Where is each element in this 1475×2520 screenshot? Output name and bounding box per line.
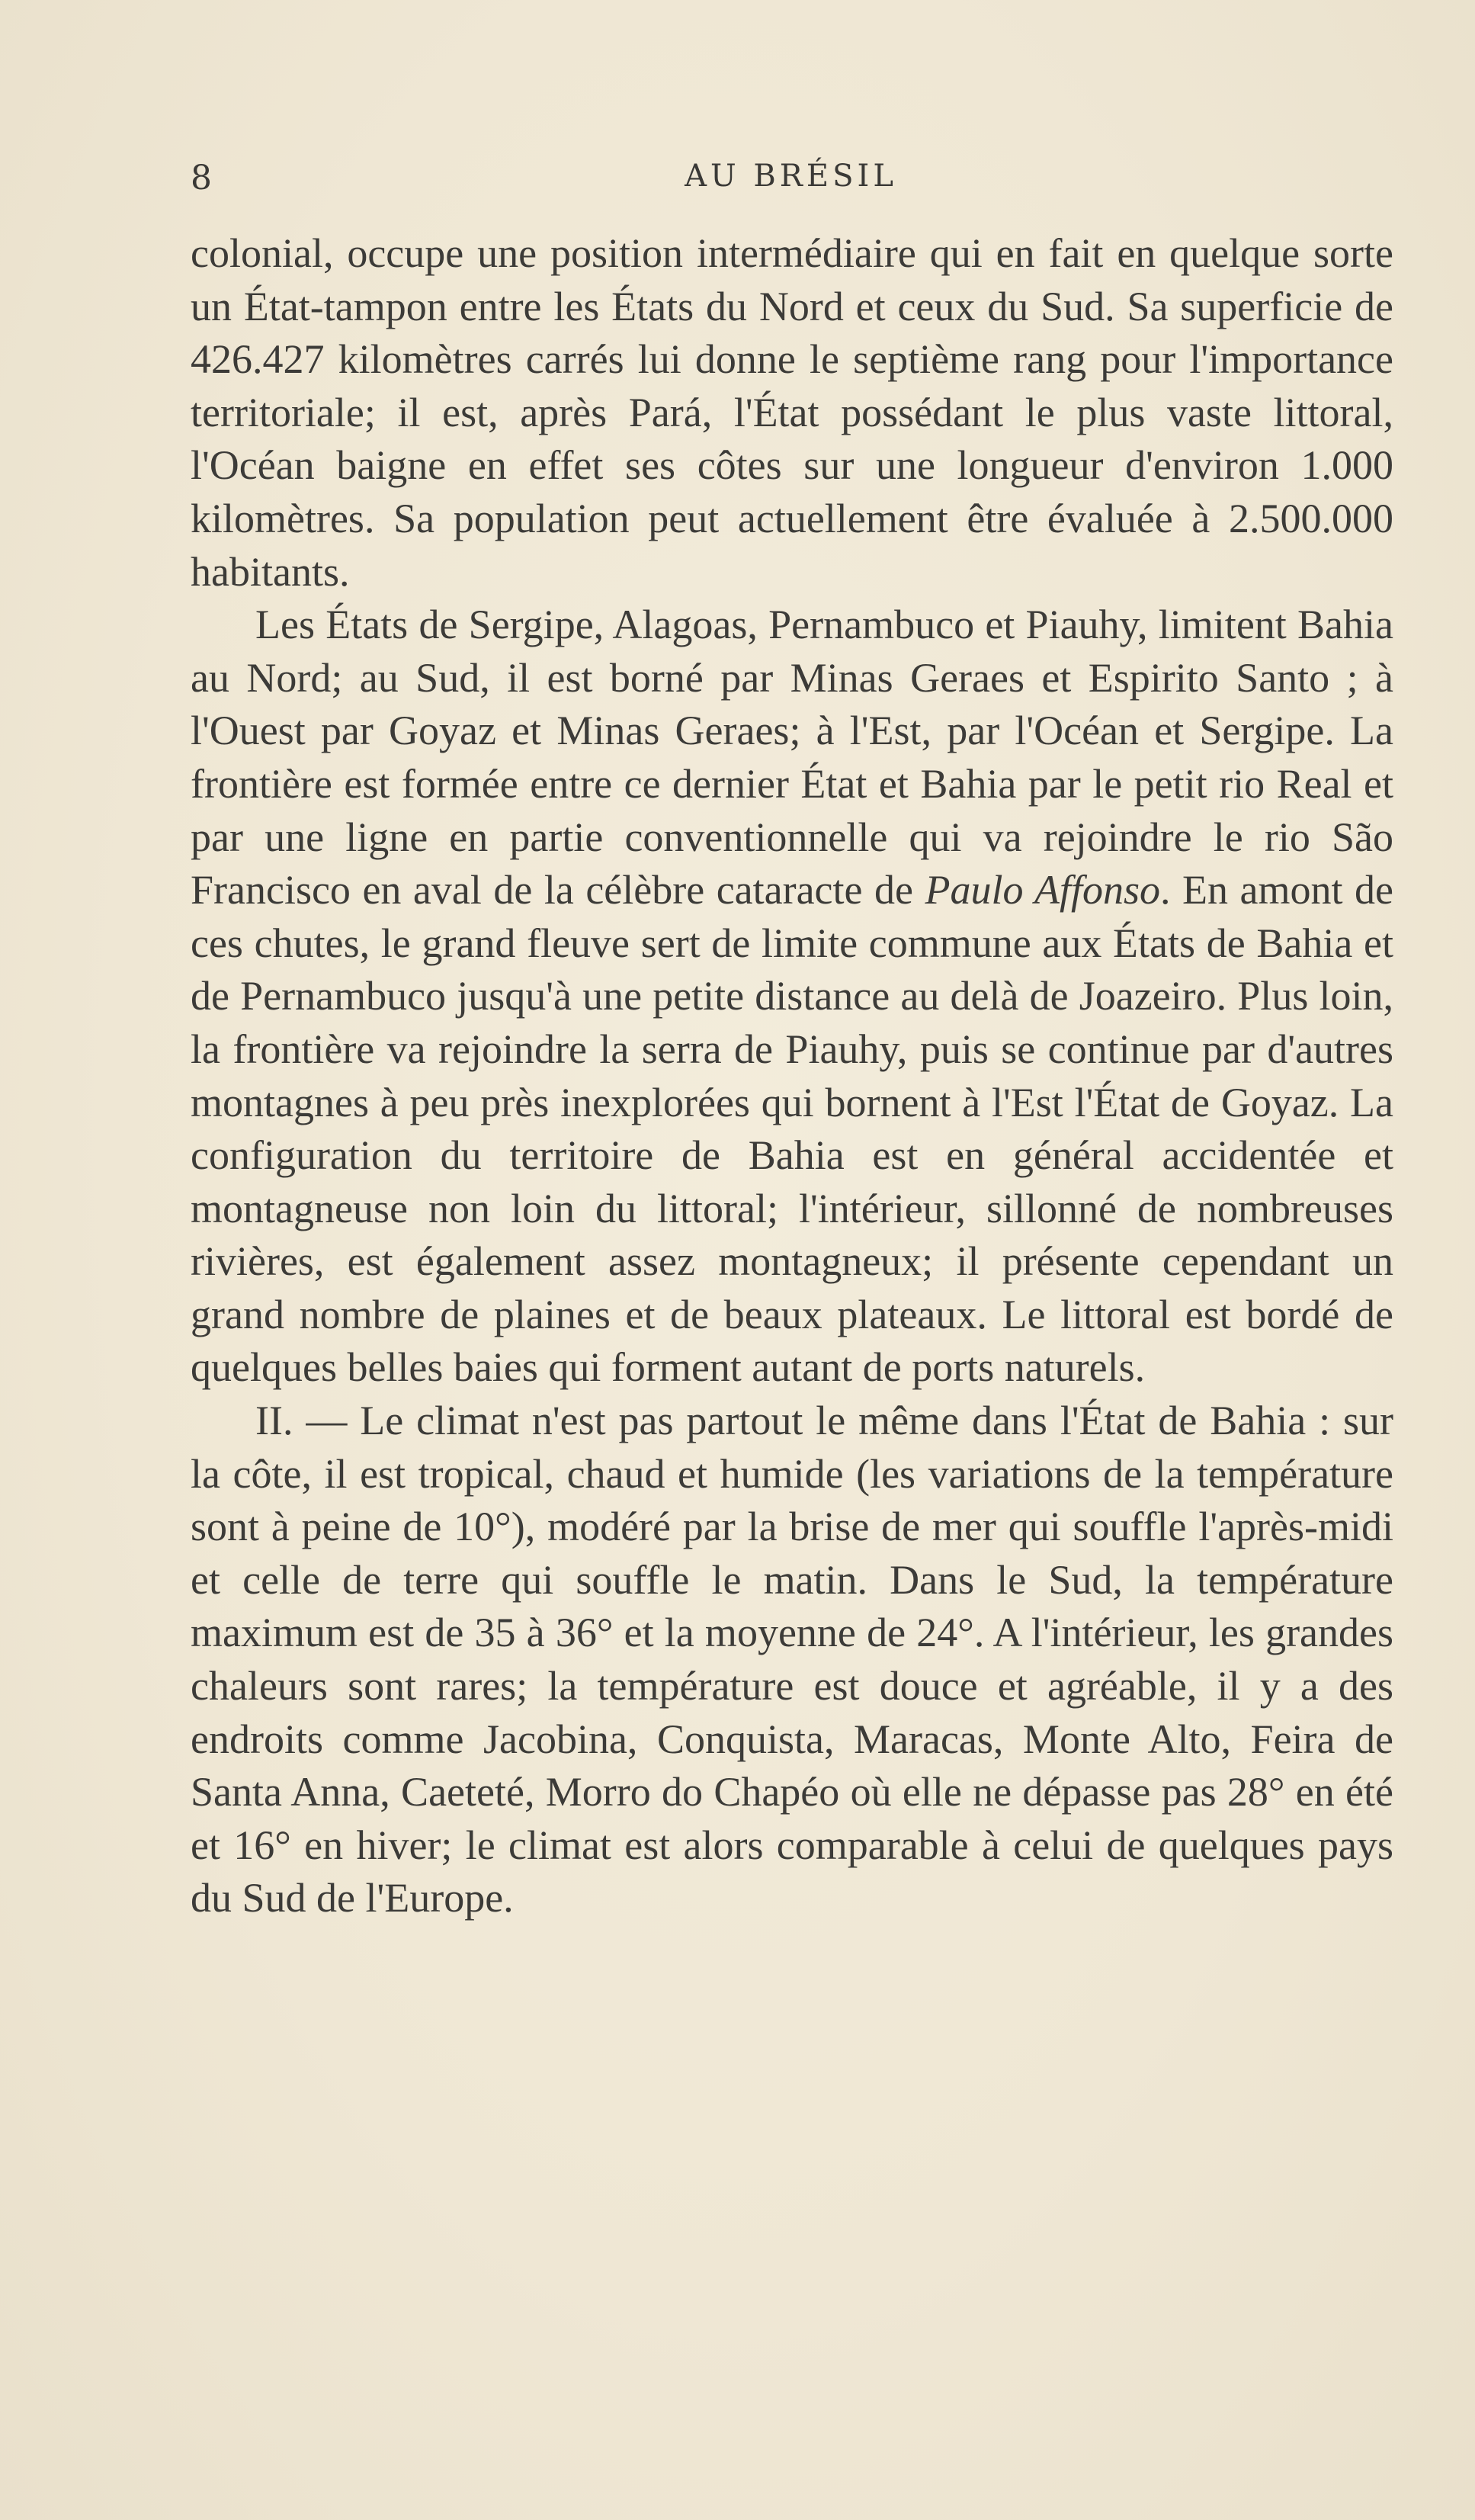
paragraph-text: Les États de Sergipe, Alagoas, Pernambuco et Piauhy, limitent Bahia au Nord; au Sud, il est borné par Minas Geraes et Espirito Santo ; à l'Ouest par Goyaz et Minas Geraes; à l'Est, par l'Océan et Sergipe. La frontière est formée entre ce dernier État et Bahia par le petit rio Real et par une ligne en partie conventionnelle qui va rejoindre le rio São Francisco en aval de la célèbre cataracte de (191, 602, 1393, 913)
running-title: AU BRÉSIL (685, 159, 897, 194)
paragraph-continued (191, 227, 1393, 599)
page-header (191, 159, 1391, 204)
paragraph-text: colonial, occupe une position intermédiaire qui en fait en quelque sorte un État-tampon entre les États du Nord et ceux du Sud. Sa superficie de 426.427 kilomètres carrés lui donne le septième rang pour l'importance territoriale; il est, après Pará, l'État possédant le plus vaste littoral, l'Océan baigne en effet ses côtes sur une longueur d'environ 1.000 kilomètres. Sa population peut actuellement être évaluée à 2.500.000 habitants. (191, 230, 1393, 595)
italic-place-name: Paulo Affonso (925, 867, 1161, 913)
page-number: 8 (191, 159, 212, 197)
paragraph-text: . En amont de ces chutes, le grand fleuve sert de limite commune aux États de Bahia et de Pernambuco jusqu'à une petite distance au delà de Joazeiro. Plus loin, la frontière va rejoindre la serra de Piauhy, puis se continue par d'autres montagnes à peu près inexplorées qui bornent à l'Est l'État de Goyaz. La configuration du territoire de Bahia est en général accidentée et montagneuse non loin du littoral; l'intérieur, sillonné de nombreuses rivières, est également assez montagneux; il présente cependant un grand nombre de plaines et de beaux plateaux. Le littoral est bordé de quelques belles baies qui forment autant de ports naturels. (191, 867, 1393, 1391)
paragraph-climate (191, 1395, 1393, 1925)
page-body (191, 227, 1393, 1925)
paragraph-text: II. — Le climat n'est pas partout le même dans l'État de Bahia : sur la côte, il est tropical, chaud et humide (les variations de la température sont à peine de 10°), modéré par la brise de mer qui souffle l'après-midi et celle de terre qui souffle le matin. Dans le Sud, la température maximum est de 35 à 36° et la moyenne de 24°. A l'intérieur, les grandes chaleurs sont rares; la température est douce et agréable, il y a des endroits comme Jacobina, Conquista, Maracas, Monte Alto, Feira de Santa Anna, Caeteté, Morro do Chapéo où elle ne dépasse pas 28° en été et 16° en hiver; le climat est alors comparable à celui de quelques pays du Sud de l'Europe. (191, 1398, 1393, 1921)
paragraph-borders (191, 599, 1393, 1395)
